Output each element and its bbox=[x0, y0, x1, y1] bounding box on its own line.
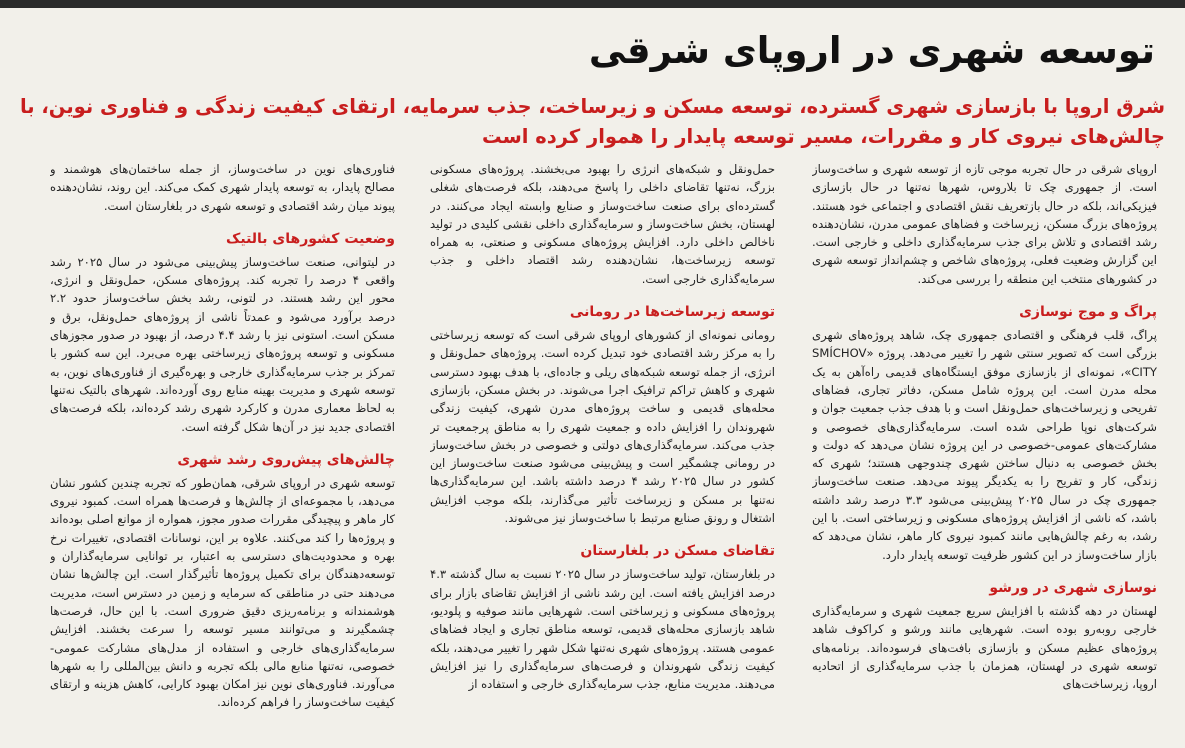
paragraph: فناوری‌های نوین در ساخت‌وساز، از جمله ساختمان‌های هوشمند و مصالح پایدار، به توسعه پایدار شهری کمک می‌کند. این روند، نشان‌دهنده پیوند میان رشد اقتصادی و توسعه شهری در بلغارستان است. bbox=[50, 162, 395, 213]
paragraph: رومانی نمونه‌ای از کشورهای اروپای شرقی است که توسعه زیرساختی را به مرکز رشد اقتصادی خود تبدیل کرده است. پروژه‌های حمل‌ونقل و انرژی، از جمله توسعه شبکه‌های ریلی و جاده‌ای، با هدف بهبود دسترسی شهری و کاهش تراکم ترافیک اجرا می‌شوند. در بخش مسکن، بازسازی محله‌های قدیمی و ساخت پروژه‌های مدرن شهری، کیفیت زندگی شهروندان را افزایش داده و جمعیت شهری را به مناطق پرجمعیت تر جذب می‌کند. سرمایه‌گذاری‌های دولتی و خصوصی در بخش ساخت‌وساز در رومانی چشمگیر است و پیش‌بینی می‌شود صنعت ساخت‌وساز این کشور در سال ۲۰۲۵ رشد ۴ درصد داشته باشد. این سرمایه‌گذاری‌ها نه‌تنها بر مسکن و زیرساخت تأثیر می‌گذارند، بلکه موجب افزایش اشتغال و رونق صنایع مرتبط با ساخت‌وساز نیز می‌شوند. bbox=[430, 328, 775, 526]
column-right bbox=[812, 160, 1157, 745]
paragraph: توسعه شهری در اروپای شرقی، همان‌طور که تجربه چندین کشور نشان می‌دهد، با مجموعه‌ای از چالش‌ها و فرصت‌ها همراه است. کمبود نیروی کار ماهر و پیچیدگی مقررات صدور مجوز، همواره از موانع اصلی بوده‌اند و پروژه‌ها را کند می‌کنند. علاوه بر این، نوسانات اقتصادی، تغییرات نرخ بهره و محدودیت‌های دسترسی به اعتبار، بر توانایی سرمایه‌گذاران و توسعه‌دهندگان برای تکمیل پروژه‌ها تأثیرگذار است. این چالش‌ها نشان می‌دهند حتی در مناطقی که سرمایه و زمین در دسترس است، مدیریت هوشمندانه و برنامه‌ریزی دقیق ضروری است. با این حال، فرصت‌ها چشمگیرند و می‌توانند مسیر توسعه را سرعت بخشند. افزایش سرمایه‌گذاری‌های خارجی و استفاده از مدل‌های مشارکت عمومی-خصوصی، نه‌تنها منابع مالی بلکه تجربه و دانش بین‌المللی را به شهرها می‌آورند. فناوری‌های نوین نیز امکان بهبود کارایی، کاهش هزینه و ارتقای کیفیت ساخت‌وساز را فراهم کرده‌اند. bbox=[50, 475, 395, 710]
article-lead: شرق اروپا با بازسازی شهری گسترده، توسعه مسکن و زیرساخت، جذب سرمایه، ارتقای کیفیت زندگی و فناوری نوین، با چالش‌های نیروی کار و مقررات، مسیر توسعه پایدار را هموار کرده است bbox=[19, 95, 1165, 148]
top-bar bbox=[0, 0, 1185, 8]
paragraph: پراگ، قلب فرهنگی و اقتصادی جمهوری چک، شاهد پروژه‌های شهری بزرگی است که تصویر سنتی شهر را تغییر می‌دهد. پروژه «SMÍCHOV CITY»، نمونه‌ای از بازسازی موفق ایستگاه‌های قدیمی راه‌آهن به یک محله مدرن است. این پروژه شامل مسکن، دفاتر تجاری، فضاهای تفریحی و زیرساخت‌های حمل‌ونقل است و با هدف جذب جمعیت جوان و شرکت‌های نوپا طراحی شده است. سرمایه‌گذاری‌های خصوصی و مشارکت‌های عمومی-خصوصی در این پروژه نشان می‌دهد که دولت و بخش خصوصی به دنبال ساختن شهری چندوجهی هستند؛ شهری که زندگی، کار و تفریح را به یکدیگر پیوند می‌دهد. صنعت ساخت‌وساز جمهوری چک در سال ۲۰۲۵ پیش‌بینی می‌شود ۳.۳ درصد رشد داشته باشد، که ناشی از افزایش پروژه‌های مسکونی و زیرساختی است. با این رشد، به رغم چالش‌هایی مانند کمبود نیروی کار ماهر، نشان می‌دهد که بازار ساخت‌وساز در این کشور ظرفیت توسعه پایدار دارد. bbox=[812, 328, 1157, 562]
section-heading: توسعه زیرساخت‌ها در رومانی bbox=[569, 304, 775, 321]
paragraph: در لیتوانی، صنعت ساخت‌وساز پیش‌بینی می‌شود در سال ۲۰۲۵ رشد واقعی ۴ درصد را تجربه کند. پروژه‌های مسکن، حمل‌ونقل و انرژی، محور این رشد هستند. در لتونی، رشد بخش ساخت‌وساز حدود ۲.۲ درصد برآورد می‌شود و عمدتاً ناشی از پروژه‌های حمل‌ونقل، برق و مسکن است. استونی نیز با رشد ۴.۴ درصد، از بهبود در صدور مجوزهای مسکونی و توسعه پروژه‌های زیرساختی بهره می‌برد. این سه کشور با تمرکز بر جذب سرمایه‌گذاری خارجی و بهره‌گیری از فناوری‌های نوین، به توسعه شهری و مدیریت بهینه منابع روی آورده‌اند. شهرهای بالتیک نه‌تنها به لحاظ معماری مدرن و کارکرد شهری رشد کرده‌اند، بلکه فرصت‌های اقتصادی جدید نیز در آن‌ها شکل گرفته است. bbox=[50, 254, 395, 434]
paragraph: حمل‌ونقل و شبکه‌های انرژی را بهبود می‌بخشند. پروژه‌های مسکونی بزرگ، نه‌تنها تقاضای داخلی را پاسخ می‌دهند، بلکه فرصت‌های شغلی گسترده‌ای برای صنعت ساخت‌وساز و صنایع وابسته ایجاد می‌کنند. در لهستان، بخش ساخت‌وساز و سرمایه‌گذاری داخلی نقشی کلیدی در تولید ناخالص داخلی دارد. افزایش پروژه‌های مسکونی و صنعتی، به همراه توسعه زیرساخت‌ها، نشان‌دهنده رشد اقتصاد داخلی و جذب سرمایه‌گذاری خارجی است. bbox=[430, 162, 775, 286]
section-heading: چالش‌های پیش‌روی رشد شهری bbox=[177, 451, 395, 468]
section-heading: وضعیت کشورهای بالتیک bbox=[226, 230, 395, 247]
section-heading: تقاضای مسکن در بلغارستان bbox=[580, 543, 775, 560]
column-middle bbox=[430, 160, 775, 745]
column-left bbox=[50, 160, 395, 745]
paragraph: اروپای شرقی در حال تجربه موجی تازه از توسعه شهری و ساخت‌وساز است. از جمهوری چک تا بلاروس، شهرها نه‌تنها در حال بازسازی فیزیکی‌اند، بلکه در حال بازتعریف نقش اقتصادی و اجتماعی خود هستند. پروژه‌های بزرگ مسکن، زیرساخت و فضاهای عمومی مدرن، نشان‌دهنده رشد اقتصادی و تلاش برای جذب سرمایه‌گذاری داخلی و خارجی است. این گزارش وضعیت فعلی، پروژه‌های شاخص و چشم‌انداز توسعه شهری در کشورهای منتخب این منطقه را بررسی می‌کند. bbox=[812, 162, 1157, 286]
paragraph: در بلغارستان، تولید ساخت‌وساز در سال ۲۰۲۵ نسبت به سال گذشته ۴.۳ درصد افزایش یافته است. این رشد ناشی از افزایش تقاضای بازار برای پروژه‌های مسکونی و زیرساختی است. شهرهایی مانند صوفیه و پلودیو، شاهد بازسازی محله‌های قدیمی، توسعه مناطق تجاری و ایجاد فضاهای عمومی هستند. پروژه‌های شهری نه‌تنها شکل شهر را تغییر می‌دهند، بلکه کیفیت زندگی شهروندان و فرصت‌های سرمایه‌گذاری را نیز افزایش می‌دهند. مدیریت منابع، جذب سرمایه‌گذاری خارجی و استفاده از bbox=[430, 567, 775, 692]
section-heading: پراگ و موج نوسازی bbox=[1019, 304, 1157, 321]
section-heading: نوسازی شهری در ورشو bbox=[989, 579, 1157, 596]
article-title: توسعه شهری در اروپای شرقی bbox=[588, 29, 1155, 72]
paragraph: لهستان در دهه گذشته با افزایش سریع جمعیت شهری و سرمایه‌گذاری خارجی روبه‌رو بوده است. شهرهایی مانند ورشو و کراکوف شاهد پروژه‌های عظیم مسکن و بازسازی بافت‌های فرسوده‌اند. برنامه‌های توسعه شهری در لهستان، همزمان با جذب سرمایه‌گذاری از اتحادیه اروپا، زیرساخت‌های bbox=[812, 603, 1157, 692]
